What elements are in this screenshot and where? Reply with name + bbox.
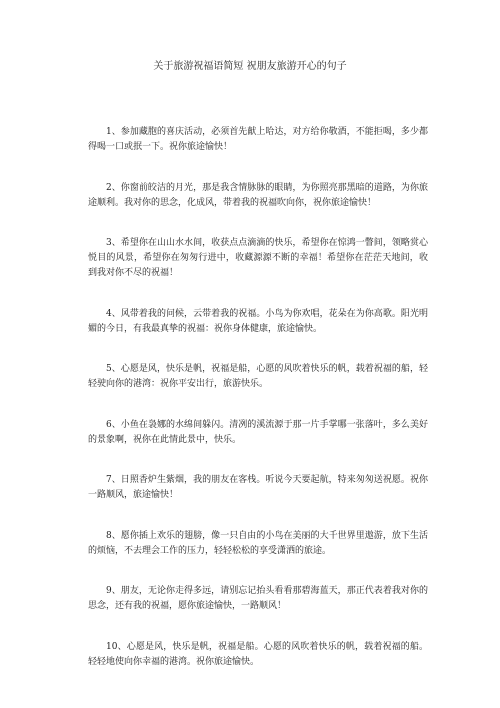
paragraph-4: 4、风带着我的问候，云带着我的祝福。小鸟为你欢唱，花朵在为你高歌。阳光明媚的今日，有我最真挚的祝福：祝你身体健康，旅途愉快。 xyxy=(88,308,428,334)
paragraph-3: 3、希望你在山山水水间，收获点点滴滴的快乐，希望你在惊鸿一瞥间，领略赏心悦目的风景，希望你在匆匆行进中，收藏源源不断的幸福！希望你在茫茫天地间，收到我对你不尽的祝福！ xyxy=(88,238,428,278)
paragraph-8: 8、愿你插上欢乐的翅膀，像一只自由的小鸟在美丽的大千世界里遨游，放下生活的烦恼，不去理会工作的压力，轻轻松松的享受潇洒的旅途。 xyxy=(88,530,428,556)
paragraph-5: 5、心愿是风，快乐是帆，祝福是船，心愿的风吹着快乐的帆，载着祝福的船，轻轻驶向你的港湾：祝你平安出行，旅游快乐。 xyxy=(88,364,428,389)
document-title: 关于旅游祝福语简短 祝朋友旅游开心的句子 xyxy=(153,61,347,72)
paragraph-7: 7、日照香炉生紫烟，我的朋友在客栈。听说今天要起航，特来匆匆送祝愿。祝你一路顺风，旅途愉快！ xyxy=(88,475,428,500)
paragraph-1: 1、参加藏胞的喜庆活动，必须首先献上哈达，对方给你敬酒，不能拒喝，多少都得喝一口或抿一下。祝你旅途愉快！ xyxy=(88,127,428,152)
paragraph-2: 2、你窗前皎洁的月光，那是我含情脉脉的眼睛，为你照亮那黑暗的道路，为你旅途顺利。我对你的思念，化成风，带着我的祝福吹向你，祝你旅途愉快！ xyxy=(88,182,428,208)
paragraph-10: 10、心愿是风，快乐是帆，祝福是船。心愿的风吹着快乐的帆，载着祝福的船。轻轻地使向你幸福的港湾。祝你旅途愉快。 xyxy=(88,641,428,667)
paragraph-9: 9、朋友，无论你走得多远，请别忘记抬头看看那碧海蓝天，那正代表着我对你的思念，还有我的祝福，愿你旅途愉快，一路顺风！ xyxy=(88,586,428,611)
document-body xyxy=(88,125,428,695)
paragraph-6: 6、小鱼在袅娜的水绵间躲闪。清冽的溪流源于那一片手掌哪一张落叶，多么美好的景象啊，祝你在此情此景中，快乐。 xyxy=(88,419,428,445)
